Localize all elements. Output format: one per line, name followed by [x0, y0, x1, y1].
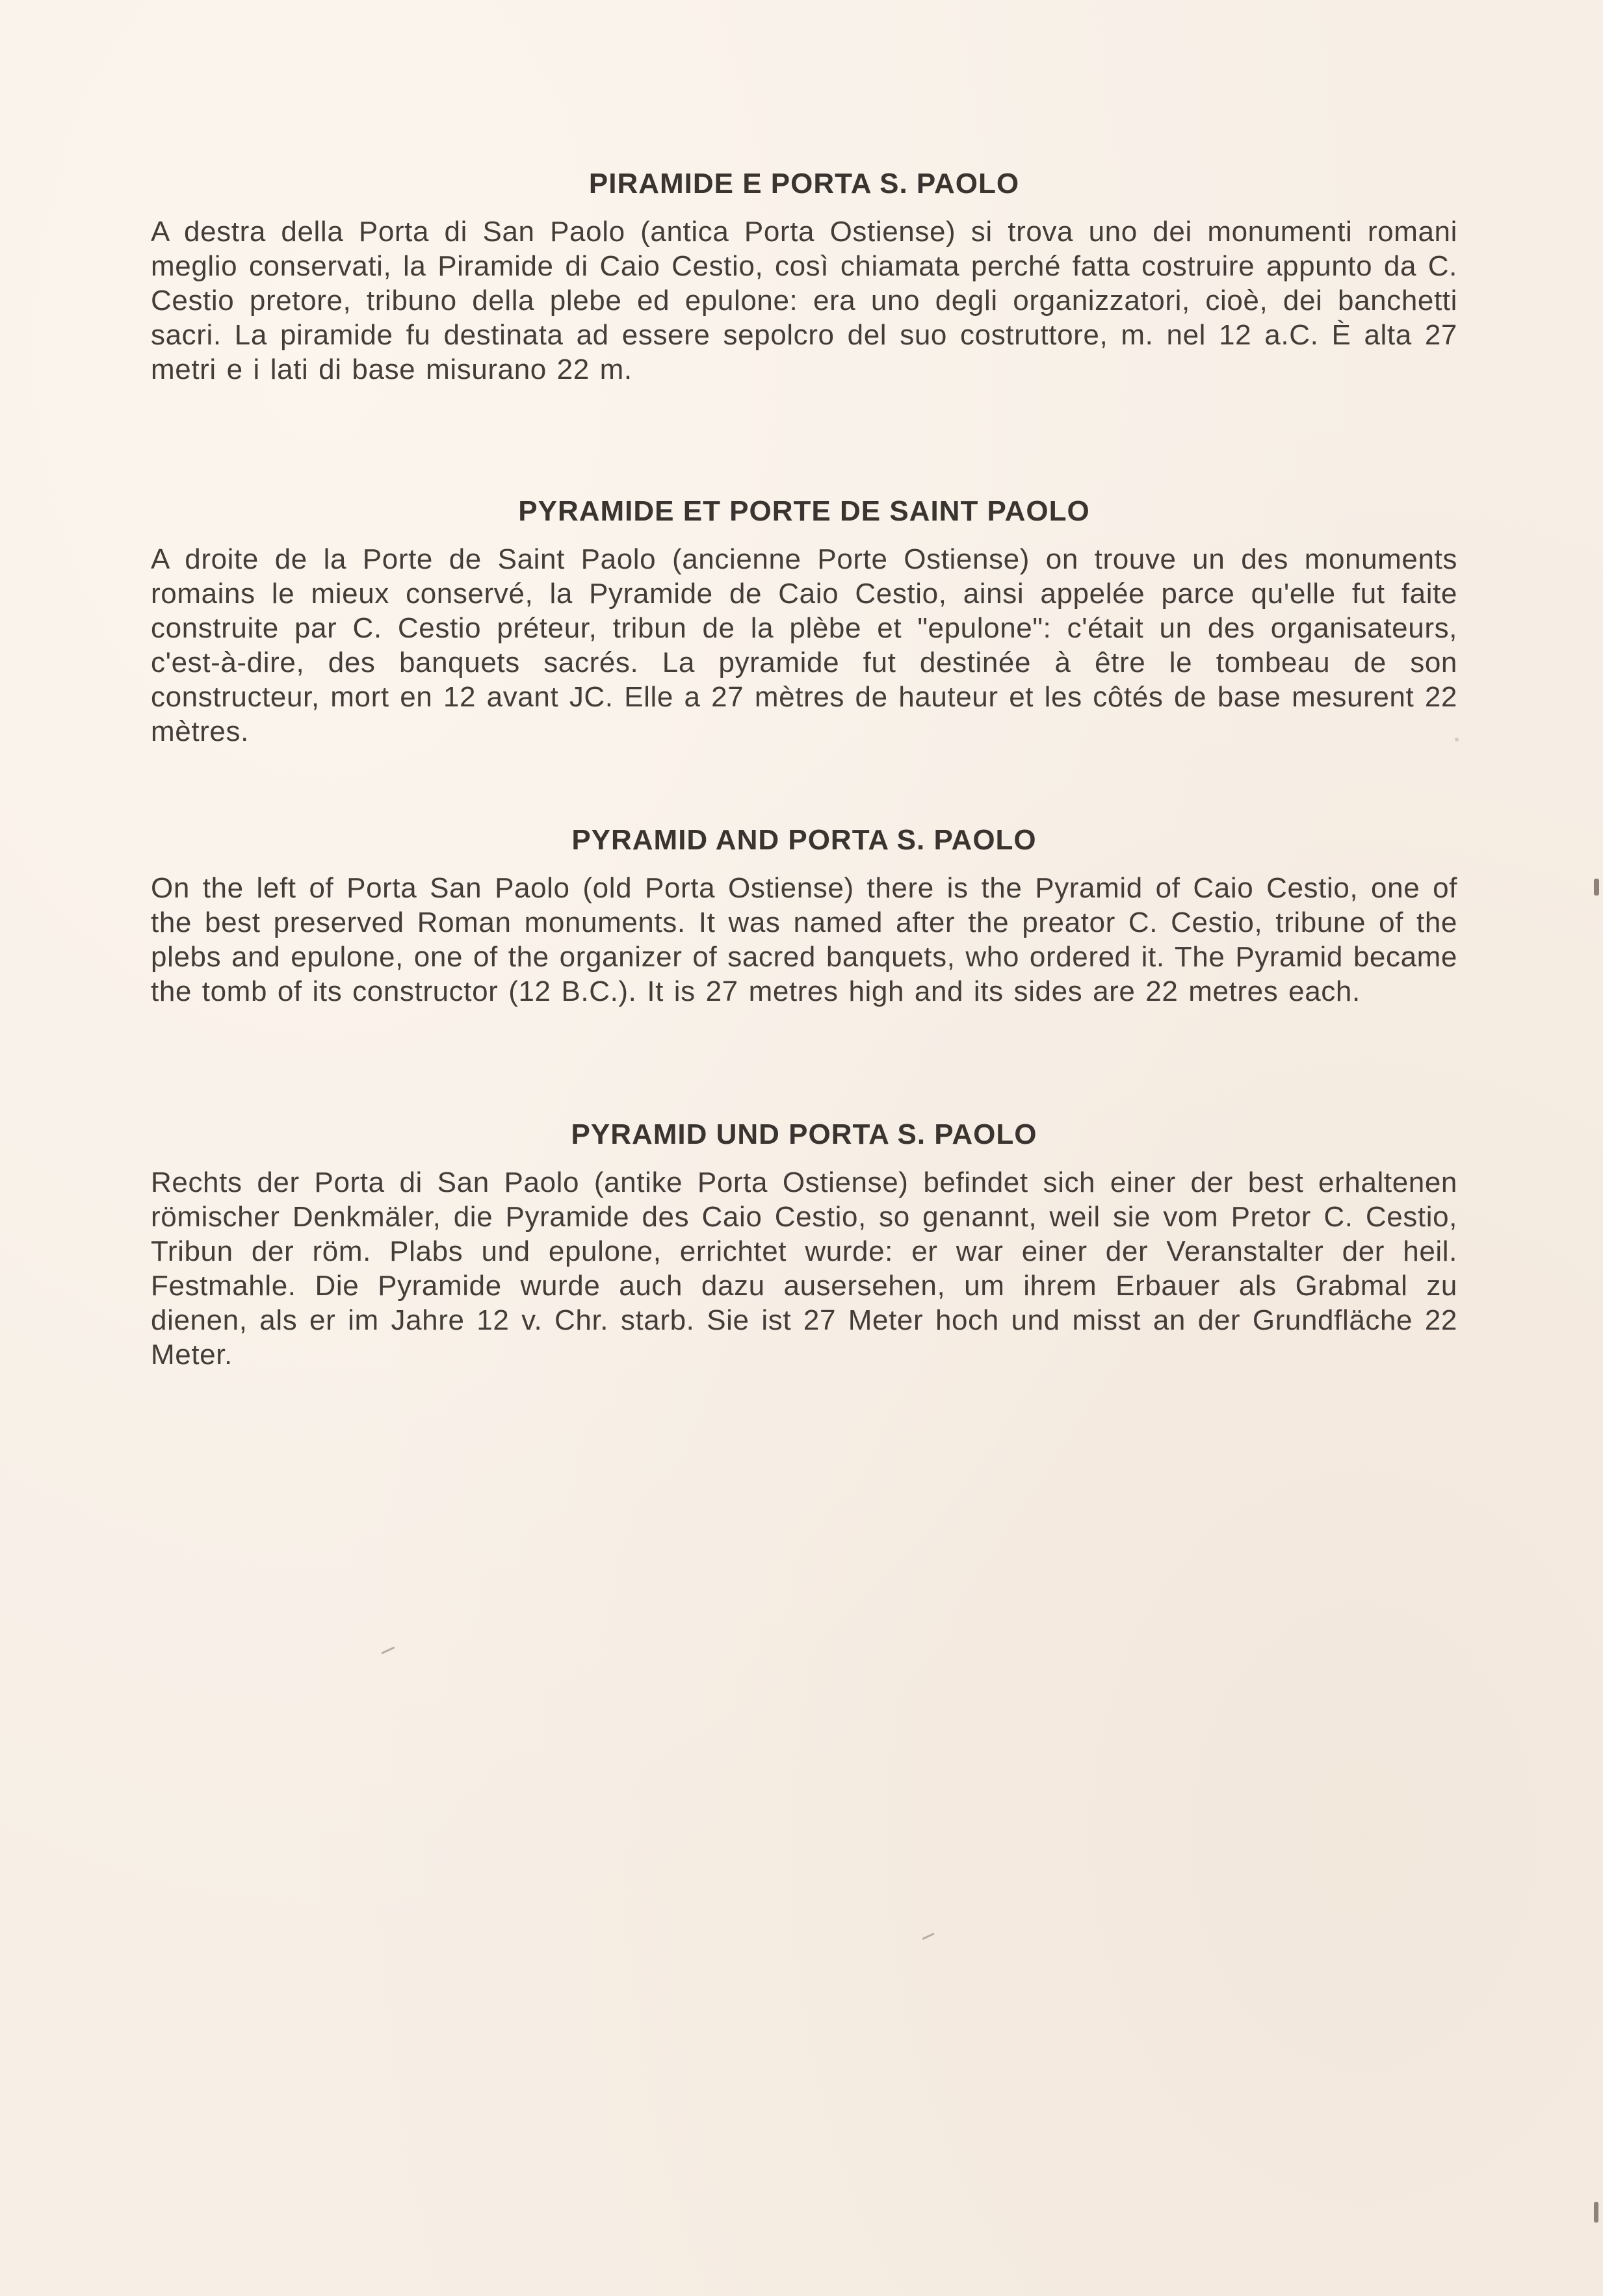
section-body-italian: A destra della Porta di San Paolo (antica Porta Ostiense) si trova uno dei monumenti romani meglio conservati, la Piramide di Caio Cestio, così chiamata perché fatta costruire appunto da C. Cestio pretore, tribuno della plebe ed epulone: era uno degli organizzatori, cioè, dei banchetti sacri. La piramide fu destinata ad essere sepolcro del suo costruttore, m. nel 12 a.C. È alta 27 metri e i lati di base misurano 22 m. [151, 216, 1457, 385]
paper-speck [1455, 738, 1459, 742]
section-heading-italian: PIRAMIDE E PORTA S. PAOLO [588, 168, 1020, 200]
paper-speck [922, 1933, 934, 1940]
section-german [151, 1118, 1457, 1372]
section-body-german: Rechts der Porta di San Paolo (antike Porta Ostiense) befindet sich einer der best erhaltenen römischer Denkmäler, die Pyramide des Caio Cestio, so genannt, weil sie vom Pretor C. Cestio, Tribun der röm. Plabs und epulone, errichtet wurde: er war einer der Veranstalter der heil. Festmahle. Die Pyramide wurde auch dazu ausersehen, um ihrem Erbauer als Grabmal zu dienen, als er im Jahre 12 v. Chr. starb. Sie ist 27 Meter hoch und misst an der Grundfläche 22 Meter. [151, 1167, 1457, 1371]
section-body-french: A droite de la Porte de Saint Paolo (ancienne Porte Ostiense) on trouve un des monuments romains le mieux conservé, la Pyramide de Caio Cestio, ainsi appelée parce qu'elle fut faite construite par C. Cestio préteur, tribun de la plèbe et "epulone": c'était un des organisateurs, c'est-à-dire, des banquets sacrés. La pyramide fut destinée à être le tombeau de son constructeur, mort en 12 avant JC. Elle a 27 mètres de hauteur et les côtés de base mesurent 22 mètres. [151, 543, 1457, 747]
section-heading-english: PYRAMID AND PORTA S. PAOLO [571, 824, 1037, 856]
section-heading-french: PYRAMIDE ET PORTE DE SAINT PAOLO [518, 495, 1090, 527]
paper-speck [381, 1646, 395, 1654]
section-body-english: On the left of Porta San Paolo (old Porta Ostiense) there is the Pyramid of Caio Cestio, one of the best preserved Roman monuments. It was named after the preator C. Cestio, tribune of the plebs and epulone, one of the organizer of sacred banquets, who ordered it. The Pyramid became the tomb of its constructor (12 B.C.). It is 27 metres high and its sides are 22 metres each. [151, 872, 1457, 1007]
paper-speck [1594, 2202, 1598, 2223]
paper-speck [1594, 879, 1599, 896]
section-english [151, 824, 1457, 1009]
section-italian [151, 168, 1457, 387]
section-french [151, 495, 1457, 749]
section-heading-german: PYRAMID UND PORTA S. PAOLO [571, 1118, 1037, 1150]
